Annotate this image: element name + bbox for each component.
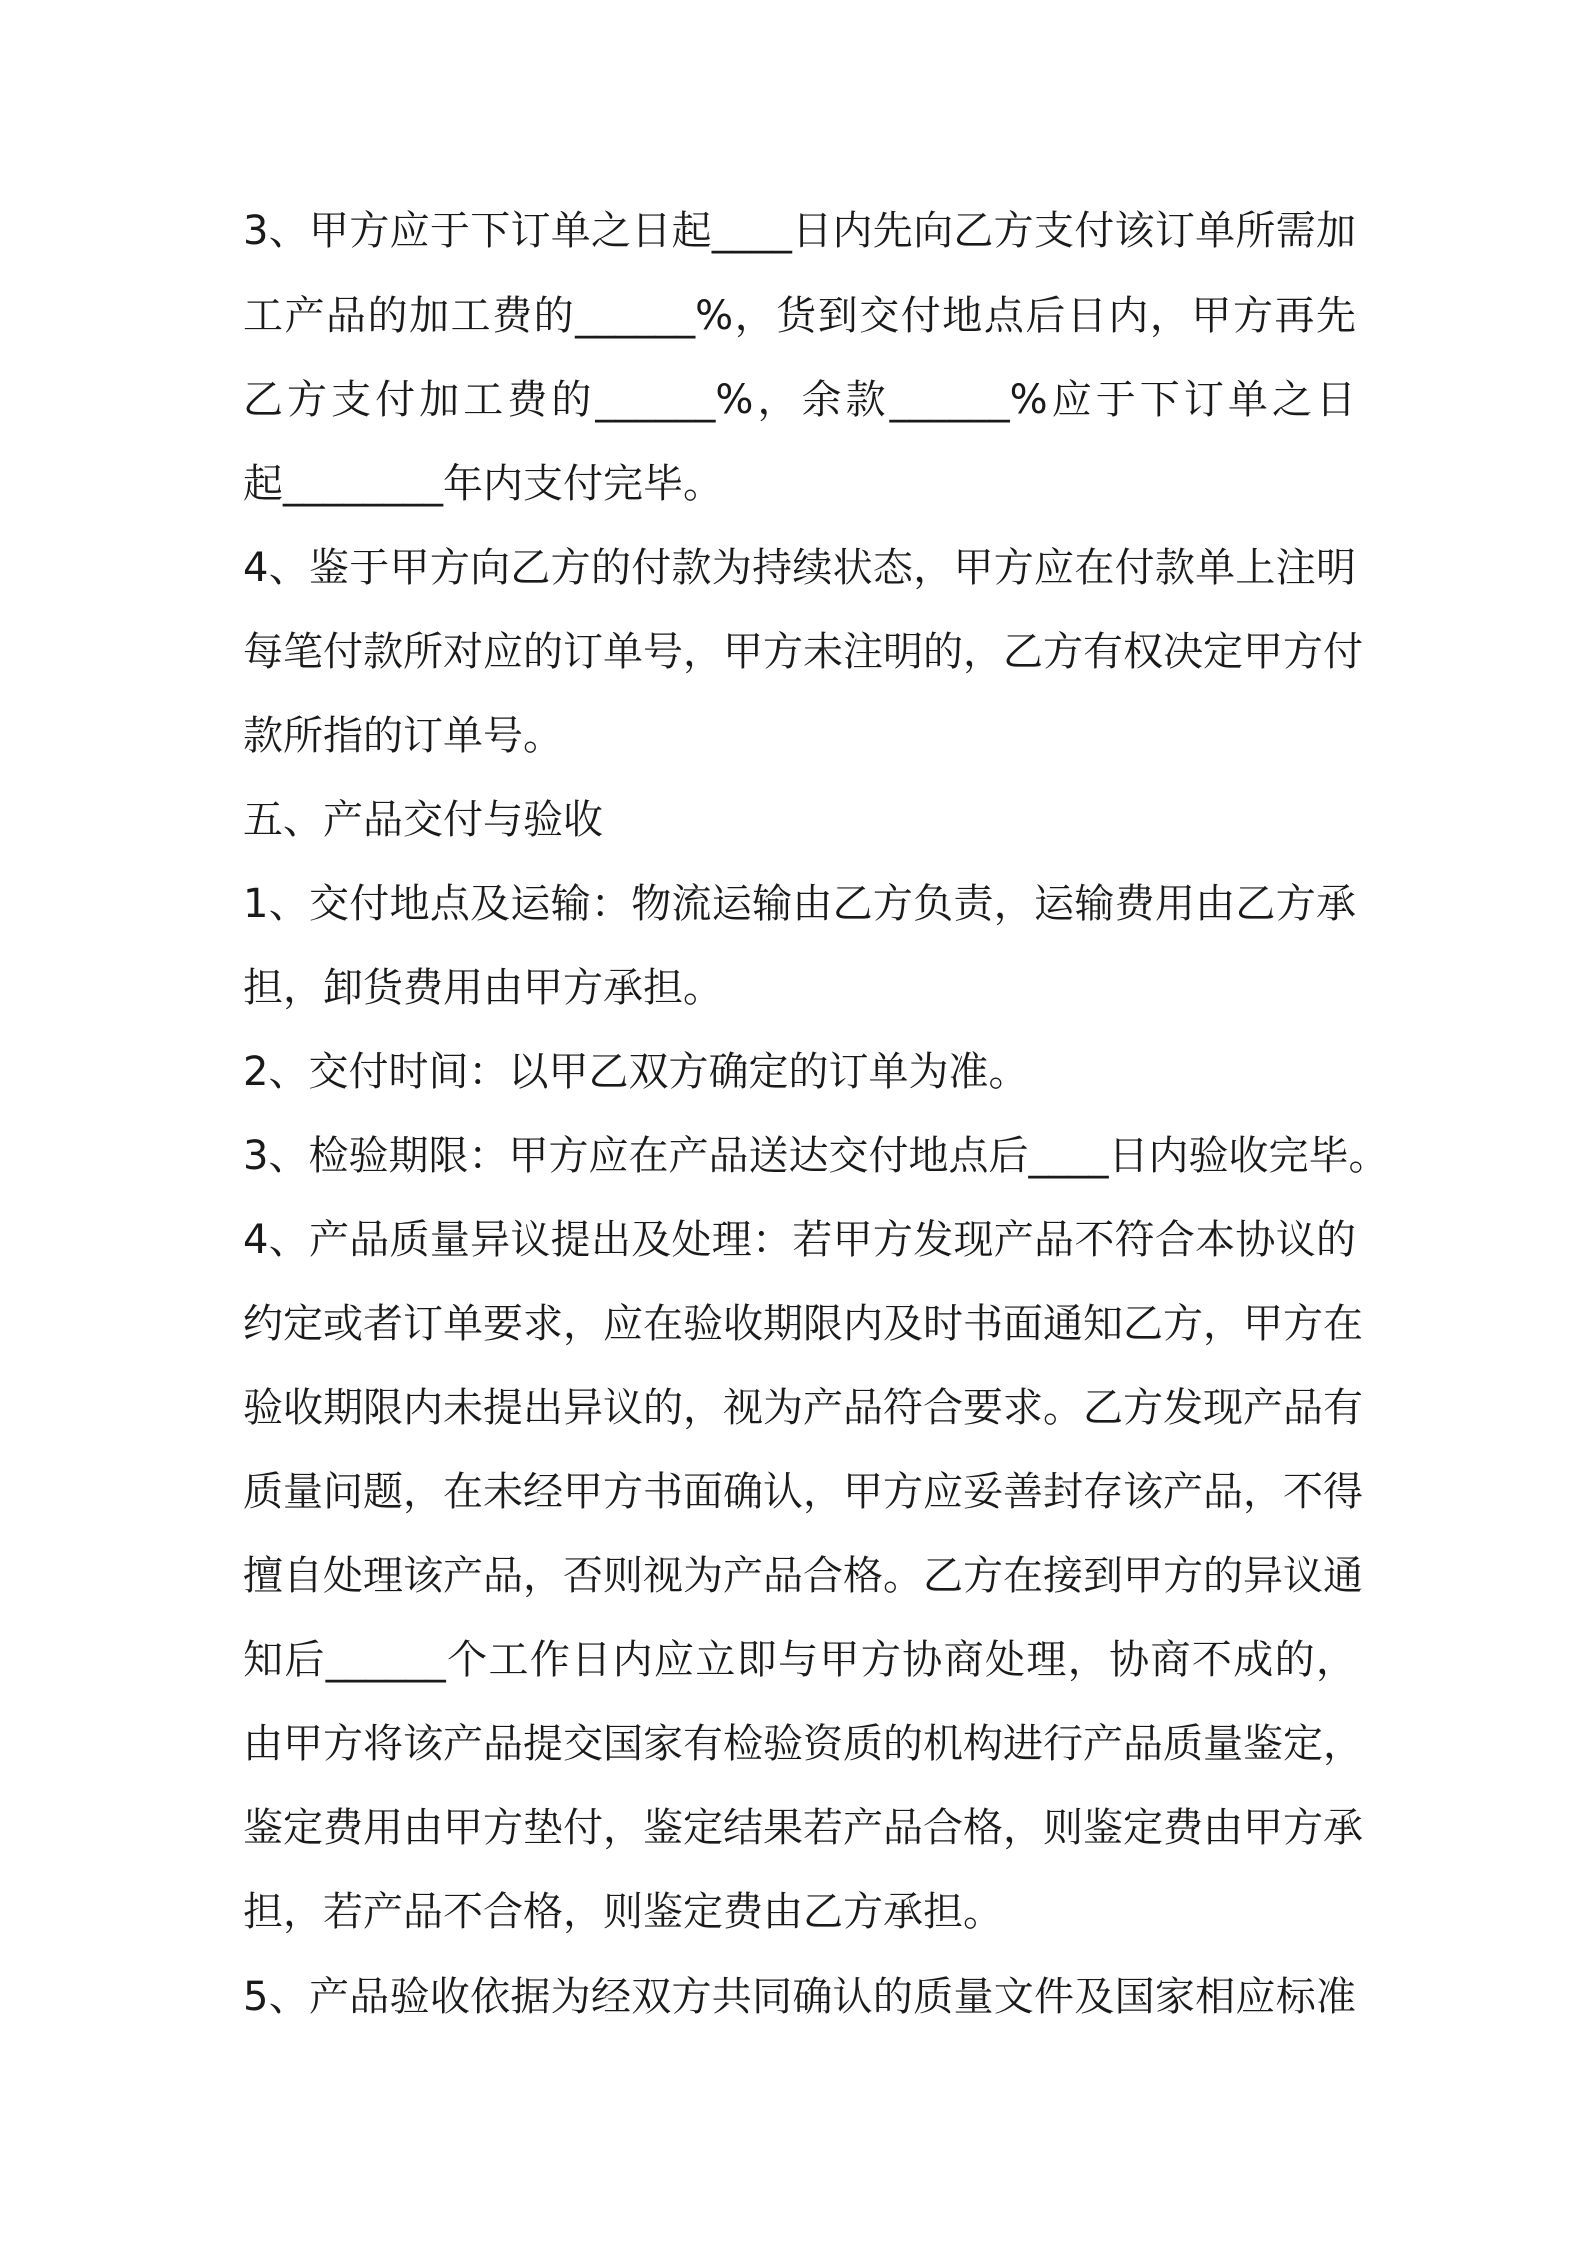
paragraph-line: 约定或者订单要求，应在验收期限内及时书面通知乙方，甲方在 — [243, 1301, 1363, 1347]
paragraph-line: 5、产品验收依据为经双方共同确认的质量文件及国家相应标准 — [243, 1974, 1356, 2020]
paragraph-line: 担，卸货费用由甲方承担。 — [243, 965, 723, 1011]
paragraph-line: 工产品的加工费的______%，货到交付地点后日内，甲方再先 — [243, 293, 1356, 339]
paragraph-line: 乙方支付加工费的______%，余款______%应于下订单之日 — [243, 377, 1356, 423]
paragraph-line: 4、产品质量异议提出及处理：若甲方发现产品不符合本协议的 — [243, 1217, 1356, 1263]
paragraph-line: 担，若产品不合格，则鉴定费由乙方承担。 — [243, 1889, 1003, 1935]
paragraph-line: 验收期限内未提出异议的，视为产品符合要求。乙方发现产品有 — [243, 1385, 1363, 1431]
section-heading: 五、产品交付与验收 — [243, 797, 603, 843]
paragraph-line: 鉴定费用由甲方垫付，鉴定结果若产品合格，则鉴定费由甲方承 — [243, 1805, 1363, 1851]
paragraph-line: 3、甲方应于下订单之日起____日内先向乙方支付该订单所需加 — [243, 208, 1356, 254]
paragraph-line: 起________年内支付完毕。 — [243, 461, 723, 507]
paragraph-line: 质量问题，在未经甲方书面确认，甲方应妥善封存该产品，不得 — [243, 1469, 1363, 1515]
paragraph-line: 3、检验期限：甲方应在产品送达交付地点后____日内验收完毕。 — [243, 1133, 1389, 1179]
paragraph-line: 2、交付时间：以甲乙双方确定的订单为准。 — [243, 1049, 1029, 1095]
paragraph-line: 由甲方将该产品提交国家有检验资质的机构进行产品质量鉴定， — [243, 1721, 1363, 1767]
paragraph-line: 知后______个工作日内应立即与甲方协商处理，协商不成的， — [243, 1637, 1356, 1683]
paragraph-line: 4、鉴于甲方向乙方的付款为持续状态，甲方应在付款单上注明 — [243, 545, 1356, 591]
paragraph-line: 每笔付款所对应的订单号，甲方未注明的，乙方有权决定甲方付 — [243, 629, 1363, 675]
paragraph-line: 擅自处理该产品，否则视为产品合格。乙方在接到甲方的异议通 — [243, 1553, 1363, 1599]
paragraph-line: 1、交付地点及运输：物流运输由乙方负责，运输费用由乙方承 — [243, 881, 1356, 927]
paragraph-line: 款所指的订单号。 — [243, 713, 563, 759]
